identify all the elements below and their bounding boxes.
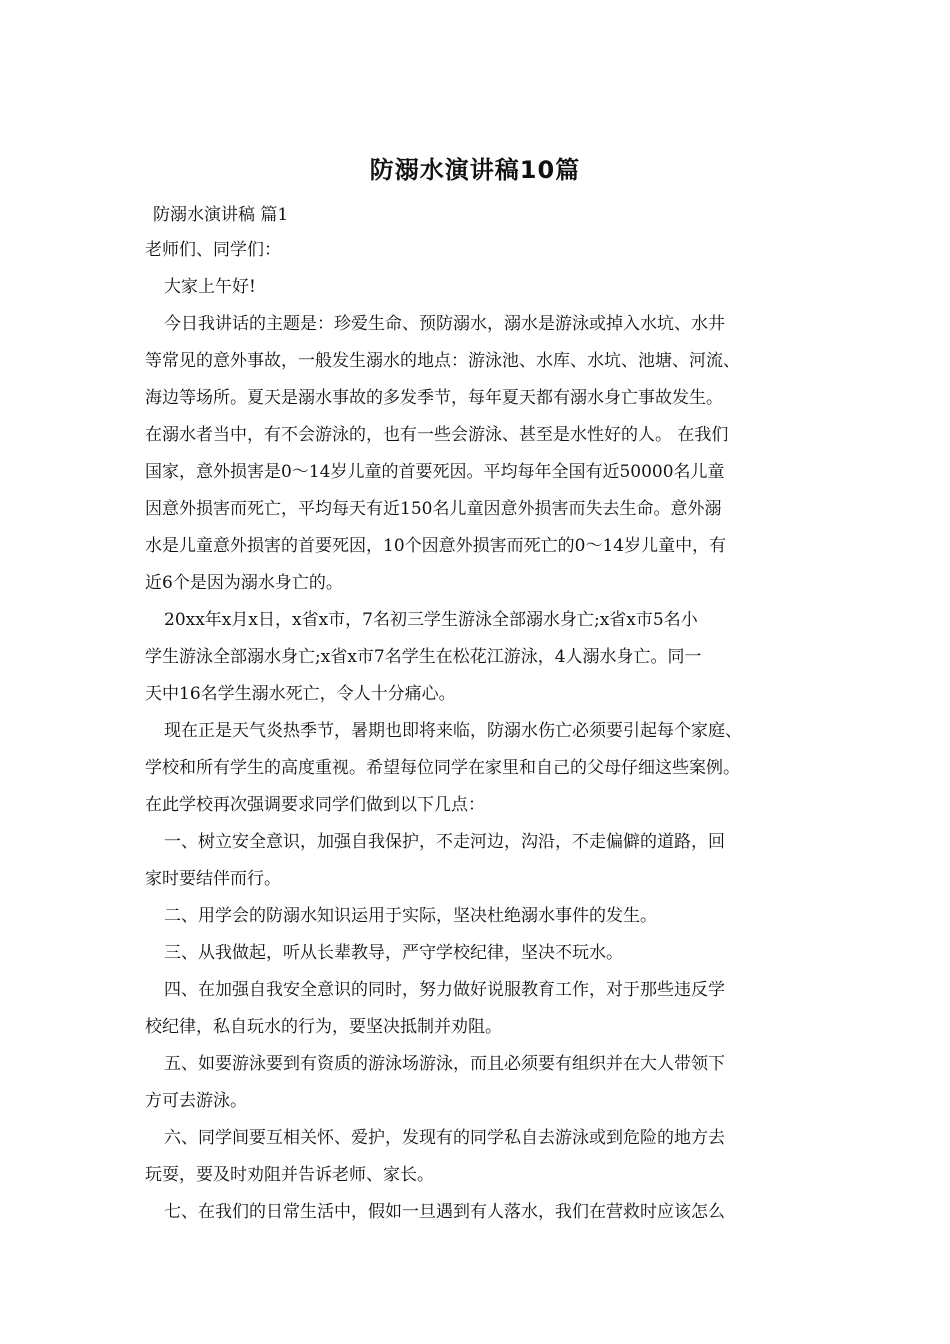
paragraph-line: 二、用学会的防溺水知识运用于实际，坚决杜绝溺水事件的发生。 [164,906,657,926]
paragraph-line: 近6个是因为溺水身亡的。 [145,573,343,593]
paragraph-line: 一、树立安全意识，加强自我保护，不走河边，沟沿，不走偏僻的道路，回 [164,832,725,852]
paragraph-line: 因意外损害而死亡，平均每天有近150名儿童因意外损害而失去生命。意外溺 [145,499,722,519]
paragraph-line: 国家，意外损害是0～14岁儿童的首要死因。平均每年全国有近50000名儿童 [145,462,725,482]
paragraph-line: 在溺水者当中，有不会游泳的，也有一些会游泳、甚至是水性好的人。 在我们 [145,425,729,445]
paragraph-line: 水是儿童意外损害的首要死因，10个因意外损害而死亡的0～14岁儿童中，有 [145,536,727,556]
paragraph-line: 玩耍，要及时劝阻并告诉老师、家长。 [145,1165,434,1185]
paragraph [145,1046,810,1120]
paragraph [145,935,810,972]
paragraph-line: 学生游泳全部溺水身亡;x省x市7名学生在松花江游泳，4人溺水身亡。同一 [145,647,702,667]
paragraph-line: 天中16名学生溺水死亡，令人十分痛心。 [145,684,456,704]
paragraph [145,824,810,898]
paragraph-line: 等常见的意外事故，一般发生溺水的地点：游泳池、水库、水坑、池塘、河流、 [145,351,740,371]
paragraph-line: 今日我讲话的主题是：珍爱生命、预防溺水，溺水是游泳或掉入水坑、水井 [164,314,725,334]
document-title: 防溺水演讲稿10篇 [369,156,581,184]
paragraph-line: 现在正是天气炎热季节，暑期也即将来临，防溺水伤亡必须要引起每个家庭、 [164,721,742,741]
paragraph-line: 家时要结伴而行。 [145,869,281,889]
document-subtitle: 防溺水演讲稿 篇1 [153,205,289,225]
paragraph [145,232,810,269]
paragraph-line: 老师们、同学们： [145,240,281,260]
paragraph-line: 海边等场所。夏天是溺水事故的多发季节，每年夏天都有溺水身亡事故发生。 [145,388,723,408]
document-body [145,232,810,1231]
paragraph-line: 六、同学间要互相关怀、爱护，发现有的同学私自去游泳或到危险的地方去 [164,1128,725,1148]
paragraph [145,602,810,713]
paragraph-line: 校纪律，私自玩水的行为，要坚决抵制并劝阻。 [145,1017,502,1037]
paragraph-line: 三、从我做起，听从长辈教导，严守学校纪律，坚决不玩水。 [164,943,623,963]
paragraph-line: 在此学校再次强调要求同学们做到以下几点： [145,795,485,815]
paragraph [145,1194,810,1231]
paragraph-line: 七、在我们的日常生活中，假如一旦遇到有人落水，我们在营救时应该怎么 [164,1202,725,1222]
paragraph-line: 学校和所有学生的高度重视。希望每位同学在家里和自己的父母仔细这些案例。 [145,758,740,778]
paragraph-line: 四、在加强自我安全意识的同时，努力做好说服教育工作，对于那些违反学 [164,980,725,1000]
paragraph [145,898,810,935]
paragraph-line: 20xx年x月x日，x省x市，7名初三学生游泳全部溺水身亡;x省x市5名小 [164,610,698,630]
paragraph-line: 大家上午好! [164,277,256,297]
paragraph [145,1120,810,1194]
paragraph [145,972,810,1046]
paragraph-line: 方可去游泳。 [145,1091,247,1111]
paragraph-line: 五、如要游泳要到有资质的游泳场游泳，而且必须要有组织并在大人带领下 [164,1054,725,1074]
paragraph [145,269,810,306]
paragraph [145,306,810,602]
paragraph [145,713,810,824]
